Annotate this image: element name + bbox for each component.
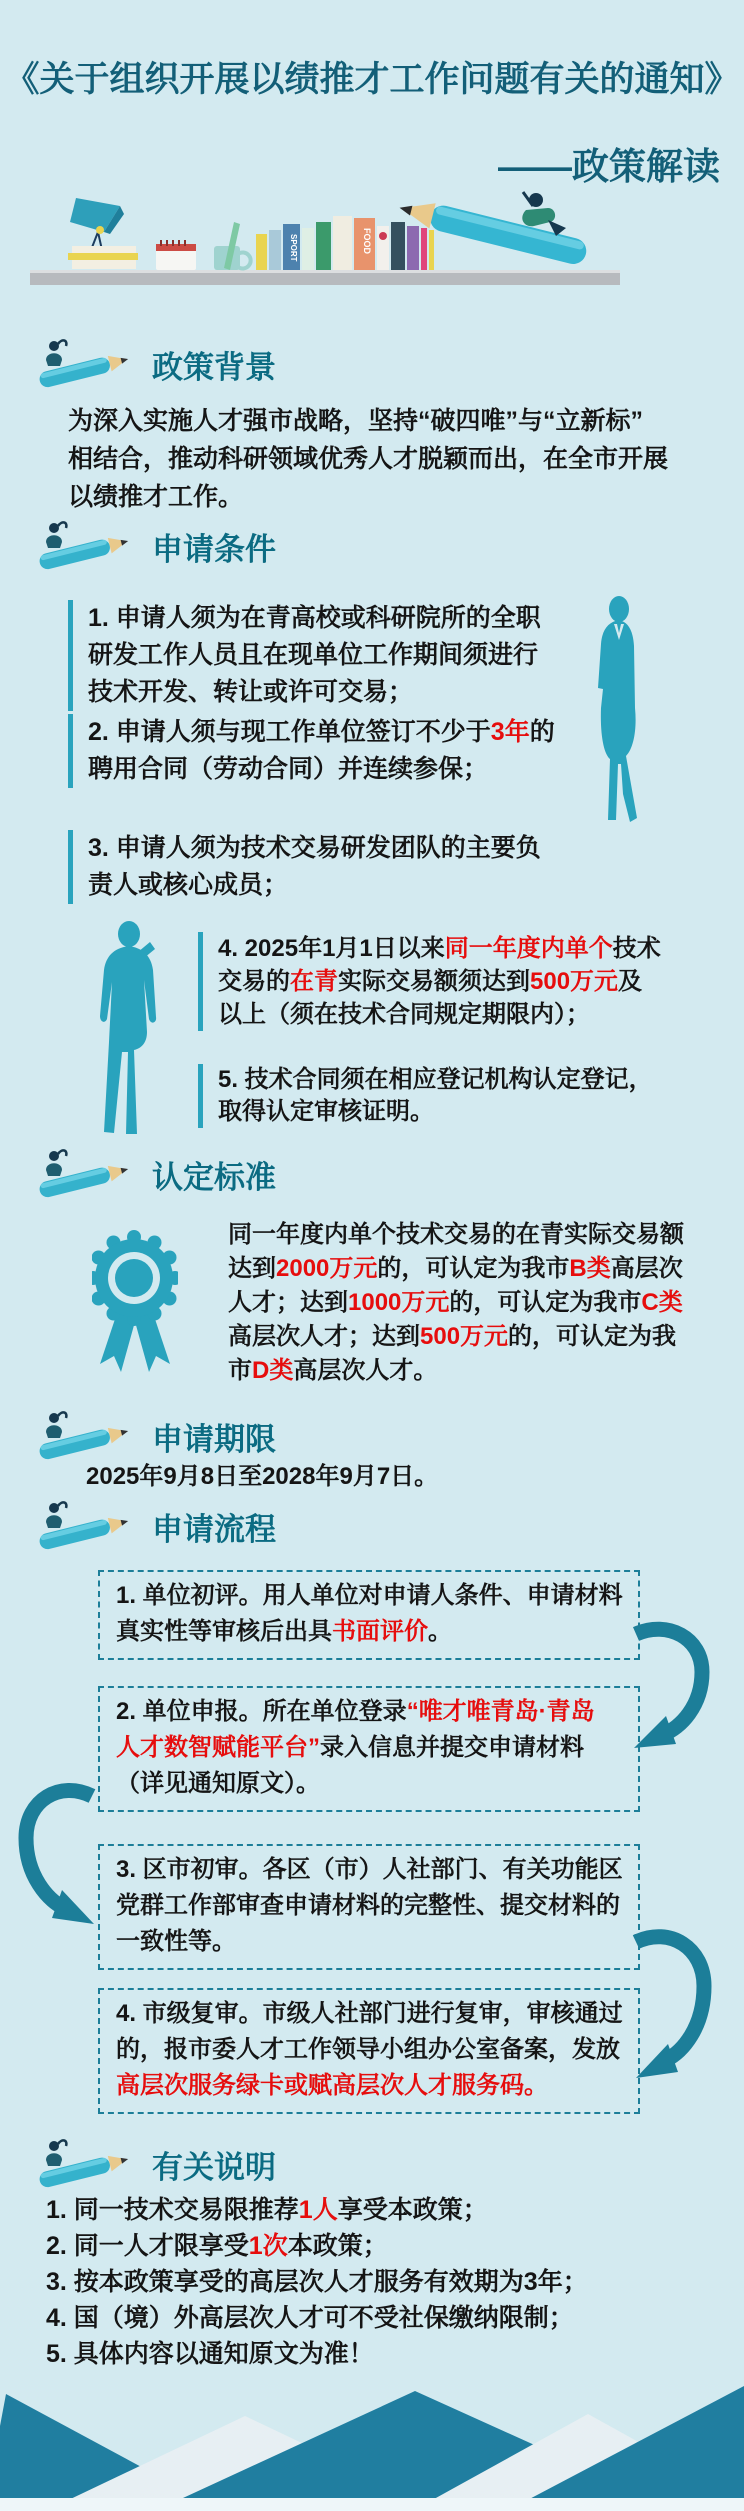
process-step-3: 3. 区市初审。各区（市）人社部门、有关功能区 党群工作部审查申请材料的完整性、提交材料的 一致性等。 xyxy=(98,1844,640,1970)
section-header-process xyxy=(32,1498,276,1554)
page-title: 《关于组织开展以绩推才工作问题有关的通知》 xyxy=(4,60,740,99)
section-title-period: 申请期限 xyxy=(152,1421,276,1457)
books-row-icon xyxy=(256,216,434,270)
condition-item-4: 4. 2025年1月1日以来同一年度内单个技术 交易的在青实际交易额须达到500万元及 以上（须在技术合同规定期限内）； xyxy=(198,932,661,1031)
curved-arrow-step2-to-step3-icon xyxy=(18,1778,100,1926)
process-step-1: 1. 单位初评。用人单位对申请人条件、申请材料 真实性等审核后出具书面评价。 xyxy=(98,1570,640,1660)
section-title-process: 申请流程 xyxy=(152,1511,276,1547)
process-step-2: 2. 单位申报。所在单位登录“唯才唯青岛·青岛 人才数智赋能平台”录入信息并提交申请材料 （详见通知原文）。 xyxy=(98,1686,640,1812)
condition-item-1: 1. 申请人须为在青高校或科研院所的全职 研发工作人员且在现单位工作期间须进行 技术开发、转让或许可交易； xyxy=(68,600,541,711)
page-subtitle: ——政策解读 xyxy=(498,146,720,187)
book-label-sport: SPORT xyxy=(289,234,298,262)
businesswoman-silhouette xyxy=(590,596,648,824)
book-stack-icon xyxy=(68,246,138,269)
curved-arrow-step1-to-step2-icon xyxy=(628,1618,710,1750)
book-label-food: FOOD xyxy=(362,228,372,254)
mountains-decoration xyxy=(0,2386,744,2511)
businessman-silhouette xyxy=(80,920,175,1148)
condition-item-5: 5. 技术合同须在相应登记机构认定登记， 取得认定审核证明。 xyxy=(198,1064,653,1128)
section-header-standards xyxy=(32,1146,276,1202)
section-header-conditions xyxy=(32,518,276,574)
curved-arrow-step3-to-step4-icon xyxy=(628,1924,712,2080)
pencil-rocket-icon xyxy=(32,1498,136,1554)
condition-item-3: 3. 申请人须为技术交易研发团队的主要负 责人或核心成员； xyxy=(68,830,541,904)
standards-text: 同一年度内单个技术交易的在青实际交易额 达到2000万元的，可认定为我市B类高层次 人才；达到1000万元的，可认定为我市C类 高层次人才；达到500万元的，可认定为我 市D类高层次人才。 xyxy=(228,1221,684,1384)
process-step-4: 4. 市级复审。市级人社部门进行复审，审核通过 的，报市委人才工作领导小组办公室备案，发放 高层次服务绿卡或赋高层次人才服务码。 xyxy=(98,1988,640,2114)
section-header-background xyxy=(32,336,276,392)
pencil-rocket-icon xyxy=(32,336,136,392)
notes-list: 1. 同一技术交易限推荐1人享受本政策； 2. 同一人才限享受1次本政策； 3. 按本政策享受的高层次人才服务有效期为3年； 4. 国（境）外高层次人才可不受社保缴纳限制； 5. 具体内容以通知原文为准！ xyxy=(46,2196,588,2368)
pencil-rocket-icon xyxy=(32,518,136,574)
policy-background-text: 为深入实施人才强市战略，坚持“破四唯”与“立新标” 相结合，推动科研领域优秀人才脱颖而出，在全市开展 以绩推才工作。 xyxy=(68,407,669,511)
desk-illustration xyxy=(28,184,643,296)
condition-item-2: 2. 申请人须与现工作单位签订不少于3年的 聘用合同（劳动合同）并连续参保； xyxy=(68,714,555,788)
section-title-background: 政策背景 xyxy=(152,349,276,385)
pencil-rocket-icon xyxy=(32,1146,136,1202)
calendar-icon xyxy=(156,240,196,270)
section-title-conditions: 申请条件 xyxy=(152,531,276,567)
section-title-standards: 认定标准 xyxy=(152,1159,276,1195)
pencil-rocket-icon xyxy=(32,2136,136,2192)
section-header-notes xyxy=(32,2136,276,2192)
section-title-notes: 有关说明 xyxy=(152,2149,276,2185)
application-period-text: 2025年9月8日至2028年9月7日。 xyxy=(86,1463,439,1490)
medal-badge-icon xyxy=(92,1222,178,1374)
